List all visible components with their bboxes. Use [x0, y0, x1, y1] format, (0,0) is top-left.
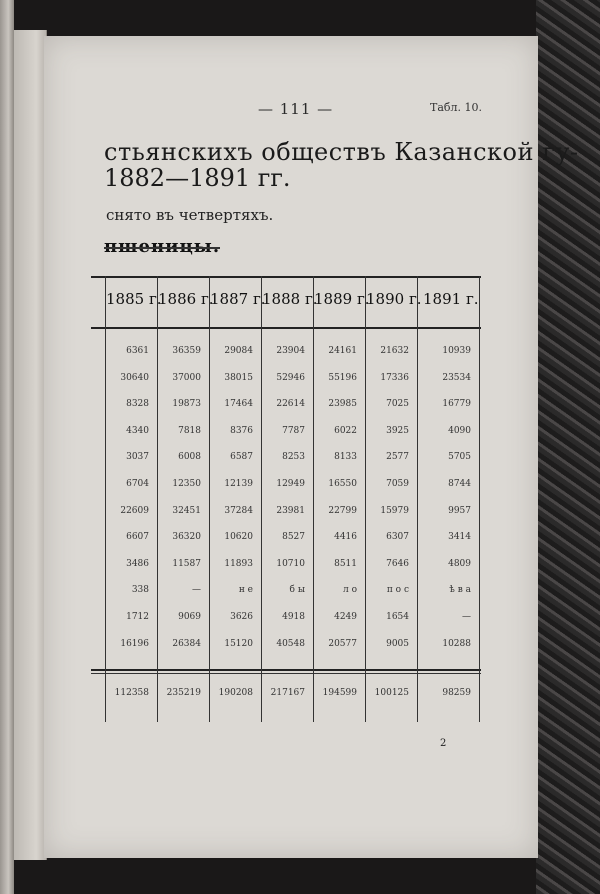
table-cell: 7818	[178, 425, 201, 436]
table-cell: 9005	[386, 638, 409, 649]
year-header: 1891 г.	[423, 290, 479, 308]
table-cell: 26384	[172, 638, 201, 649]
table-cell: 3626	[230, 612, 253, 622]
column-divider	[479, 276, 480, 722]
column-divider	[157, 276, 158, 722]
table-cell: 16196	[120, 638, 149, 649]
book-spine-strip	[14, 30, 47, 860]
table-cell: 6022	[334, 425, 357, 436]
table-cell: 22614	[276, 399, 305, 410]
table-cell: 6607	[126, 532, 149, 543]
year-header: 1887 г.	[210, 290, 266, 308]
table-cell: 23904	[276, 346, 305, 356]
total-cell: 217167	[270, 688, 305, 698]
table-cell: 30640	[120, 372, 149, 383]
table-cell: 55196	[328, 372, 357, 383]
marbled-cover-edge	[536, 0, 600, 894]
column-divider	[313, 276, 314, 722]
table-cell: 11893	[224, 558, 253, 569]
table-cell: 23985	[328, 399, 357, 410]
table-cell: 6361	[126, 346, 149, 356]
table-cell: 23534	[442, 372, 471, 383]
table-totals-rule-thin	[91, 673, 481, 674]
table-cell: 1654	[386, 612, 409, 622]
table-cell: 22799	[328, 505, 357, 516]
total-cell: 194599	[322, 688, 357, 698]
table-cell: 38015	[224, 372, 253, 383]
table-cell: 17464	[224, 399, 253, 410]
total-cell: 100125	[374, 688, 409, 698]
table-cell: 7059	[386, 479, 409, 489]
table-cell: 37284	[224, 505, 253, 516]
column-divider	[105, 276, 106, 722]
table-cell: 10710	[276, 558, 305, 569]
table-cell: б ы	[289, 585, 305, 596]
column-divider	[209, 276, 210, 722]
page-title-line-1: стьянскихъ обществъ Казанской гу-	[104, 138, 579, 166]
table-cell: 338	[131, 585, 149, 596]
year-header: 1889 г.	[314, 290, 370, 308]
table-cell: 4809	[448, 558, 471, 569]
table-cell: 7646	[386, 558, 409, 569]
table-cell: 12350	[172, 479, 201, 489]
table-cell: 36320	[172, 532, 201, 543]
table-cell: 3414	[448, 532, 471, 543]
table-cell: 11587	[172, 558, 201, 569]
table-cell: 8511	[334, 558, 357, 569]
table-cell: 8527	[282, 532, 305, 543]
table-cell: 3925	[386, 425, 409, 436]
table-cell: 15979	[380, 505, 409, 516]
total-cell: 98259	[442, 688, 471, 698]
table-cell: 8376	[230, 425, 253, 436]
column-divider	[261, 276, 262, 722]
table-top-rule	[91, 276, 481, 278]
year-header: 1885 г.	[106, 290, 162, 308]
table-cell: 9069	[178, 612, 201, 622]
page-title-line-2: 1882—1891 гг.	[104, 164, 291, 192]
table-cell: 16550	[328, 479, 357, 489]
table-cell: 10288	[442, 638, 471, 649]
table-cell: 4416	[334, 532, 357, 543]
table-cell: 3037	[126, 452, 149, 463]
table-cell: 12949	[276, 479, 305, 489]
table-cell: 1712	[126, 612, 149, 622]
table-cell: 6587	[230, 452, 253, 463]
page-number: — 111 —	[258, 100, 334, 118]
table-cell: 2577	[386, 452, 409, 463]
table-cell: 8133	[334, 452, 357, 463]
table-cell: 6307	[386, 532, 409, 543]
table-cell: 15120	[224, 638, 253, 649]
book-page-edge	[0, 0, 14, 894]
table-cell: 5705	[448, 452, 471, 463]
total-cell: 235219	[166, 688, 201, 698]
table-cell: 6008	[178, 452, 201, 463]
footer-mark: 2	[440, 738, 447, 749]
year-header: 1890 г.	[366, 290, 422, 308]
table-cell: 12139	[224, 479, 253, 489]
total-cell: 190208	[218, 688, 253, 698]
table-cell: ѣ в а	[449, 585, 471, 596]
table-cell: 24161	[328, 346, 357, 356]
year-header: 1888 г.	[262, 290, 318, 308]
table-cell: 4340	[126, 425, 149, 436]
table-cell: 22609	[120, 505, 149, 516]
table-cell: 8253	[282, 452, 305, 463]
table-cell: —	[192, 585, 201, 596]
table-cell: 4249	[334, 612, 357, 622]
table-cell: 9957	[448, 505, 471, 516]
column-divider	[417, 276, 418, 722]
table-cell: 40548	[276, 638, 305, 649]
table-cell: 10620	[224, 532, 253, 543]
table-cell: 10939	[442, 346, 471, 356]
table-header-rule	[91, 327, 481, 329]
table-cell: 4918	[282, 612, 305, 622]
table-cell: 17336	[380, 372, 409, 383]
table-totals-rule	[91, 669, 481, 671]
table-cell: 8328	[126, 399, 149, 410]
table-cell: 7025	[386, 399, 409, 410]
table-cell: 21632	[380, 346, 409, 356]
table-cell: 52946	[276, 372, 305, 383]
table-cell: н е	[238, 585, 253, 596]
table-cell: 20577	[328, 638, 357, 649]
table-cell: 3486	[126, 558, 149, 569]
table-cell: 6704	[126, 479, 149, 489]
table-cell: 29084	[224, 346, 253, 356]
table-cell: 4090	[448, 425, 471, 436]
table-cell: п о с	[386, 585, 409, 596]
table-cell: 37000	[172, 372, 201, 383]
table-cell: 16779	[442, 399, 471, 410]
table-cell: 32451	[172, 505, 201, 516]
table-cell: 36359	[172, 346, 201, 356]
column-divider	[365, 276, 366, 722]
table-cell: —	[462, 612, 471, 622]
page-subtitle: снято въ четвертяхъ.	[106, 206, 274, 224]
table-cell: 19873	[172, 399, 201, 410]
table-cell: 8744	[448, 479, 471, 489]
table-reference: Табл. 10.	[430, 101, 482, 114]
statistics-table	[91, 276, 481, 722]
table-cell: л о	[343, 585, 357, 596]
table-cell: 7787	[282, 425, 305, 436]
year-header: 1886 г.	[158, 290, 214, 308]
total-cell: 112358	[114, 688, 149, 698]
table-cell: 23981	[276, 505, 305, 516]
section-heading: пшеницы.	[104, 236, 221, 257]
